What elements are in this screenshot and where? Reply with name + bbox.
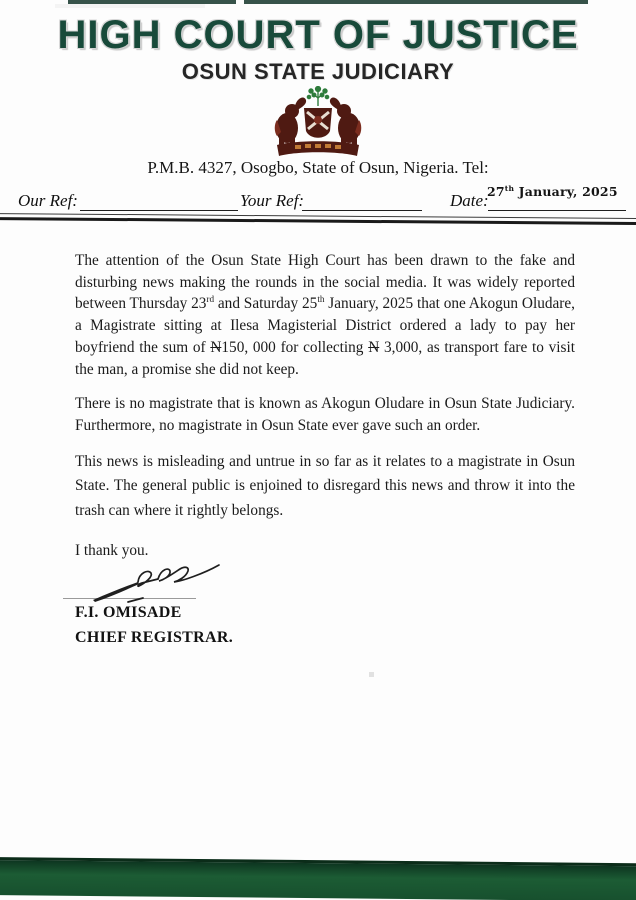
page-subtitle: OSUN STATE JUDICIARY (181, 59, 455, 84)
our-ref-blank-line (80, 210, 238, 211)
closing-block (75, 540, 575, 649)
date-value: 27th January, 2025 (487, 184, 618, 200)
scan-smudge (55, 4, 205, 8)
registrar-role: CHIEF REGISTRAR. (75, 628, 234, 646)
body-paragraph: There is no magistrate that is known as Akogun Oludare in Osun State Judiciary. Furthermore, no magistrate in Osun State ever gave such an order. (75, 395, 575, 435)
your-ref-label: Your Ref: (240, 191, 305, 210)
scan-speck (369, 672, 374, 677)
address-line: P.M.B. 4327, Osogbo, State of Osun, Nigeria. Tel: (147, 158, 489, 177)
date-blank-line (488, 210, 626, 211)
scan-edge-mark-right (244, 0, 588, 4)
coat-of-arms-icon (265, 86, 371, 160)
bottom-green-band (0, 857, 636, 900)
our-ref-label: Our Ref: (18, 191, 78, 210)
body-paragraph: The attention of the Osun State High Court has been drawn to the fake and disturbing news making the rounds in the social media. It was widely reported between Thursday 23rd and Saturday 25th January, 2025 that one Akogun Oludare, a Magistrate sitting at Ilesa Magisterial District ordered a lady to pay her boyfriend the sum of N150, 000 for collecting N 3,000, as transport fare to visit the man, a promise she did not keep. (75, 252, 576, 378)
page-title: HIGH COURT OF JUSTICE (57, 13, 579, 57)
body-paragraph: This news is misleading and untrue in so far as it relates to a magistrate in Osun State. The general public is enjoined to disregard this news and throw it into the trash can where it rightly belongs. (75, 452, 575, 519)
letter-body (75, 250, 575, 649)
thanks-line: I thank you. (75, 542, 149, 560)
signature-line (63, 598, 196, 599)
your-ref-blank-line (302, 210, 422, 211)
date-label: Date: (450, 191, 489, 210)
registrar-name: F.I. OMISADE (75, 603, 182, 621)
letterhead-divider (0, 213, 636, 226)
